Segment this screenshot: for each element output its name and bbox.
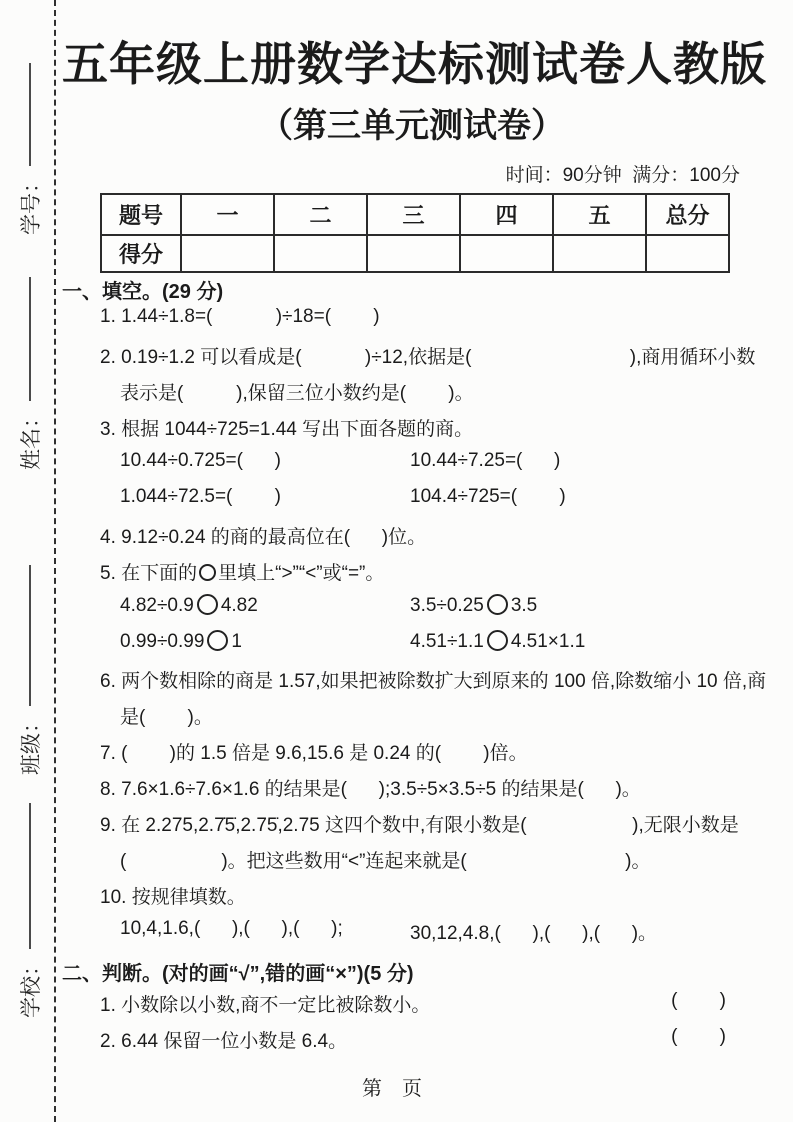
comparison-left: 4.51÷1.1	[410, 631, 484, 652]
time-score-info: 时间：90分钟 满分：100分	[505, 165, 740, 186]
seal-field-school	[15, 803, 45, 1018]
header-total: 总分	[646, 194, 729, 235]
page-footer: 第 页	[362, 1078, 422, 1100]
header-part-one: 一	[181, 194, 274, 235]
judge-item-1	[62, 987, 768, 1023]
class-label: 班级：	[20, 712, 43, 775]
judge-text: 1. 小数除以小数,商不一定比被除数小。	[100, 995, 431, 1016]
comparison-right: 3.5	[510, 595, 538, 616]
question-5-intro	[62, 555, 768, 591]
header-part-five: 五	[553, 194, 646, 235]
comparison-right: 4.51×1.1	[510, 631, 586, 652]
equation: 1.044÷72.5=( )	[120, 486, 281, 507]
question-5-row-1	[62, 591, 768, 627]
school-label: 学校：	[20, 955, 43, 1018]
question-content	[62, 275, 768, 1059]
header-question-number: 题号	[101, 194, 181, 235]
sequence-2: 30,12,4.8,( ),( ),( )。	[410, 923, 658, 944]
seal-field-name	[15, 277, 45, 470]
name-label: 姓名：	[20, 407, 43, 470]
header-part-four: 四	[460, 194, 553, 235]
question-2-line-1: 2. 0.19÷1.2 可以看成是( )÷12,依据是( ),商用循环小数	[100, 347, 756, 368]
student-id-fill-line	[29, 63, 31, 166]
question-1: 1. 1.44÷1.8=( )÷18=( )	[100, 306, 380, 327]
score-table-header-row	[101, 194, 729, 235]
page-title: 五年级上册数学达标测试卷人教版	[62, 38, 767, 90]
seal-dashed-line	[54, 0, 56, 1122]
comparison-item	[410, 594, 537, 627]
question-5-intro-pre: 5. 在下面的	[100, 563, 198, 584]
score-cell-one	[181, 235, 274, 272]
equation: 10.44÷7.25=( )	[410, 450, 561, 471]
question-8: 8. 7.6×1.6÷7.6×1.6 的结果是( );3.5÷5×3.5÷5 的结果是( )。	[100, 779, 641, 800]
score-table	[100, 193, 730, 273]
circle-placeholder-icon	[197, 594, 218, 615]
equation: 10.44÷0.725=( )	[120, 450, 281, 471]
comparison-left: 3.5÷0.25	[410, 595, 484, 616]
score-cell-four	[460, 235, 553, 272]
judge-answer-blank: ( )	[671, 1026, 726, 1047]
comparison-left: 0.99÷0.99	[120, 631, 205, 652]
score-cell-three	[367, 235, 460, 272]
question-10-sequences	[62, 915, 768, 951]
comparison-item	[410, 630, 585, 663]
question-9-line-1: 9. 在 2.275,2.7̇5̇,2.75̇,2.75 这四个数中,有限小数是( ),无限小数是	[100, 815, 739, 836]
question-2-line-2: 表示是( ),保留三位小数约是( )。	[120, 383, 474, 404]
judge-text: 2. 6.44 保留一位小数是 6.4。	[100, 1031, 348, 1052]
header-part-two: 二	[274, 194, 367, 235]
sequence-1: 10,4,1.6,( ),( ),( );	[120, 918, 343, 939]
judge-answer-blank: ( )	[671, 990, 726, 1011]
score-cell-five	[553, 235, 646, 272]
score-table-score-row	[101, 235, 729, 272]
name-fill-line	[29, 277, 31, 401]
header-part-three: 三	[367, 194, 460, 235]
school-fill-line	[29, 803, 31, 949]
comparison-item	[120, 630, 410, 663]
score-row-label: 得分	[101, 235, 181, 272]
question-3-equations-row-1	[62, 447, 768, 483]
circle-placeholder-icon	[487, 630, 508, 651]
score-cell-total	[646, 235, 729, 272]
question-9-line-2: ( )。把这些数用“<”连起来就是( )。	[120, 851, 651, 872]
score-cell-two	[274, 235, 367, 272]
circle-placeholder-icon	[199, 564, 216, 581]
judge-item-2	[62, 1023, 768, 1059]
question-5-row-2	[62, 627, 768, 663]
equation: 104.4÷725=( )	[410, 486, 566, 507]
page-subtitle: （第三单元测试卷）	[259, 107, 565, 145]
question-5-intro-post: 里填上“>”“<”或“=”。	[218, 563, 385, 584]
student-id-label: 学号：	[20, 172, 43, 235]
question-3-intro: 3. 根据 1044÷725=1.44 写出下面各题的商。	[100, 419, 474, 440]
circle-placeholder-icon	[207, 630, 228, 651]
seal-field-class	[15, 565, 45, 775]
comparison-right: 1	[231, 631, 242, 652]
question-4: 4. 9.12÷0.24 的商的最高位在( )位。	[100, 527, 427, 548]
question-7: 7. ( )的 1.5 倍是 9.6,15.6 是 0.24 的( )倍。	[100, 743, 528, 764]
section-one-heading: 一、填空。(29 分)	[62, 281, 224, 303]
section-two-heading: 二、判断。(对的画“√”,错的画“×”)(5 分)	[62, 963, 414, 985]
class-fill-line	[29, 565, 31, 706]
seal-field-student-id	[15, 63, 45, 235]
question-3-equations-row-2	[62, 483, 768, 519]
comparison-left: 4.82÷0.9	[120, 595, 194, 616]
question-6-line-2: 是( )。	[120, 707, 213, 728]
comparison-item	[120, 594, 410, 627]
question-10-intro: 10. 按规律填数。	[100, 887, 246, 908]
question-6-line-1: 6. 两个数相除的商是 1.57,如果把被除数扩大到原来的 100 倍,除数缩小 10 倍,商	[100, 671, 767, 692]
circle-placeholder-icon	[487, 594, 508, 615]
comparison-right: 4.82	[220, 595, 258, 616]
